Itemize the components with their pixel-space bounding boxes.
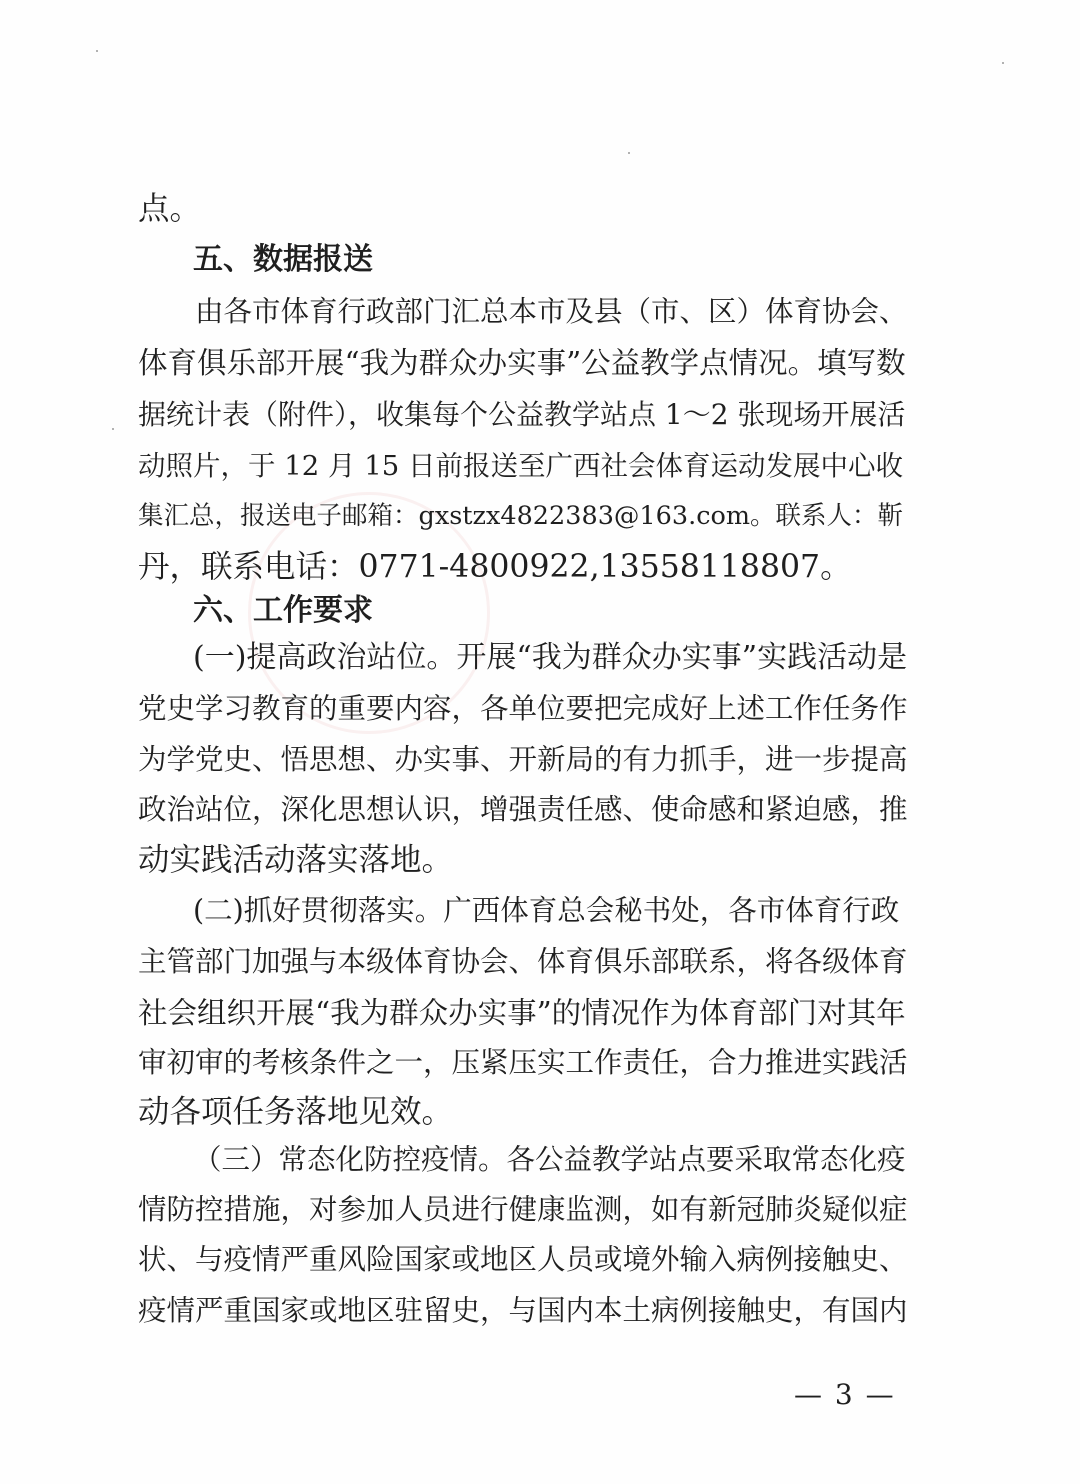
text-line: 政治站位，深化思想认识，增强责任感、使命感和紧迫感，推 bbox=[138, 793, 908, 826]
scan-speck bbox=[112, 428, 114, 430]
text-line: 据统计表（附件），收集每个公益教学站点 1～2 张现场开展活 bbox=[138, 398, 906, 431]
scan-speck bbox=[628, 152, 630, 154]
text-line: 体育俱乐部开展“我为群众办实事”公益教学点情况。填写数 bbox=[138, 346, 906, 380]
text-line: 集汇总，报送电子邮箱：gxstzx4822383@163.com。联系人：靳 bbox=[138, 501, 904, 531]
text-line: 为学党史、悟思想、办实事、开新局的有力抓手，进一步提高 bbox=[138, 743, 908, 776]
text-line: 动实践活动落实落地。 bbox=[138, 842, 454, 878]
text-line: 主管部门加强与本级体育协会、体育俱乐部联系，将各级体育 bbox=[138, 945, 908, 978]
section-heading-work-requirements: 六、工作要求 bbox=[193, 593, 373, 628]
text-line: 动各项任务落地见效。 bbox=[138, 1094, 454, 1130]
text-line: 审初审的考核条件之一，压紧压实工作责任，合力推进实践活 bbox=[138, 1046, 908, 1079]
text-line: 点。 bbox=[138, 191, 202, 227]
text-line: （三）常态化防控疫情。各公益教学站点要采取常态化疫 bbox=[193, 1143, 906, 1176]
scan-speck bbox=[1002, 62, 1004, 64]
text-line: 社会组织开展“我为群众办实事”的情况作为体育部门对其年 bbox=[138, 996, 906, 1030]
page-number: — 3 — bbox=[794, 1378, 896, 1411]
text-line: 丹，联系电话：0771-4800922,13558118807。 bbox=[138, 549, 852, 585]
text-line: 疫情严重国家或地区驻留史，与国内本土病例接触史，有国内 bbox=[138, 1294, 908, 1327]
text-line: 由各市体育行政部门汇总本市及县（市、区）体育协会、 bbox=[195, 295, 908, 328]
text-line: (一)提高政治站位。开展“我为群众办实事”实践活动是 bbox=[193, 640, 908, 675]
scan-speck bbox=[96, 50, 98, 52]
text-line: 动照片，于 12 月 15 日前报送至广西社会体育运动发展中心收 bbox=[138, 450, 903, 482]
text-line: 党史学习教育的重要内容，各单位要把完成好上述工作任务作 bbox=[138, 692, 908, 725]
text-line: (二)抓好贯彻落实。广西体育总会秘书处，各市体育行政 bbox=[193, 894, 900, 927]
text-line: 状、与疫情严重风险国家或地区人员或境外输入病例接触史、 bbox=[138, 1243, 908, 1276]
section-heading-data-reporting: 五、数据报送 bbox=[193, 242, 373, 277]
text-line: 情防控措施，对参加人员进行健康监测，如有新冠肺炎疑似症 bbox=[138, 1193, 908, 1226]
